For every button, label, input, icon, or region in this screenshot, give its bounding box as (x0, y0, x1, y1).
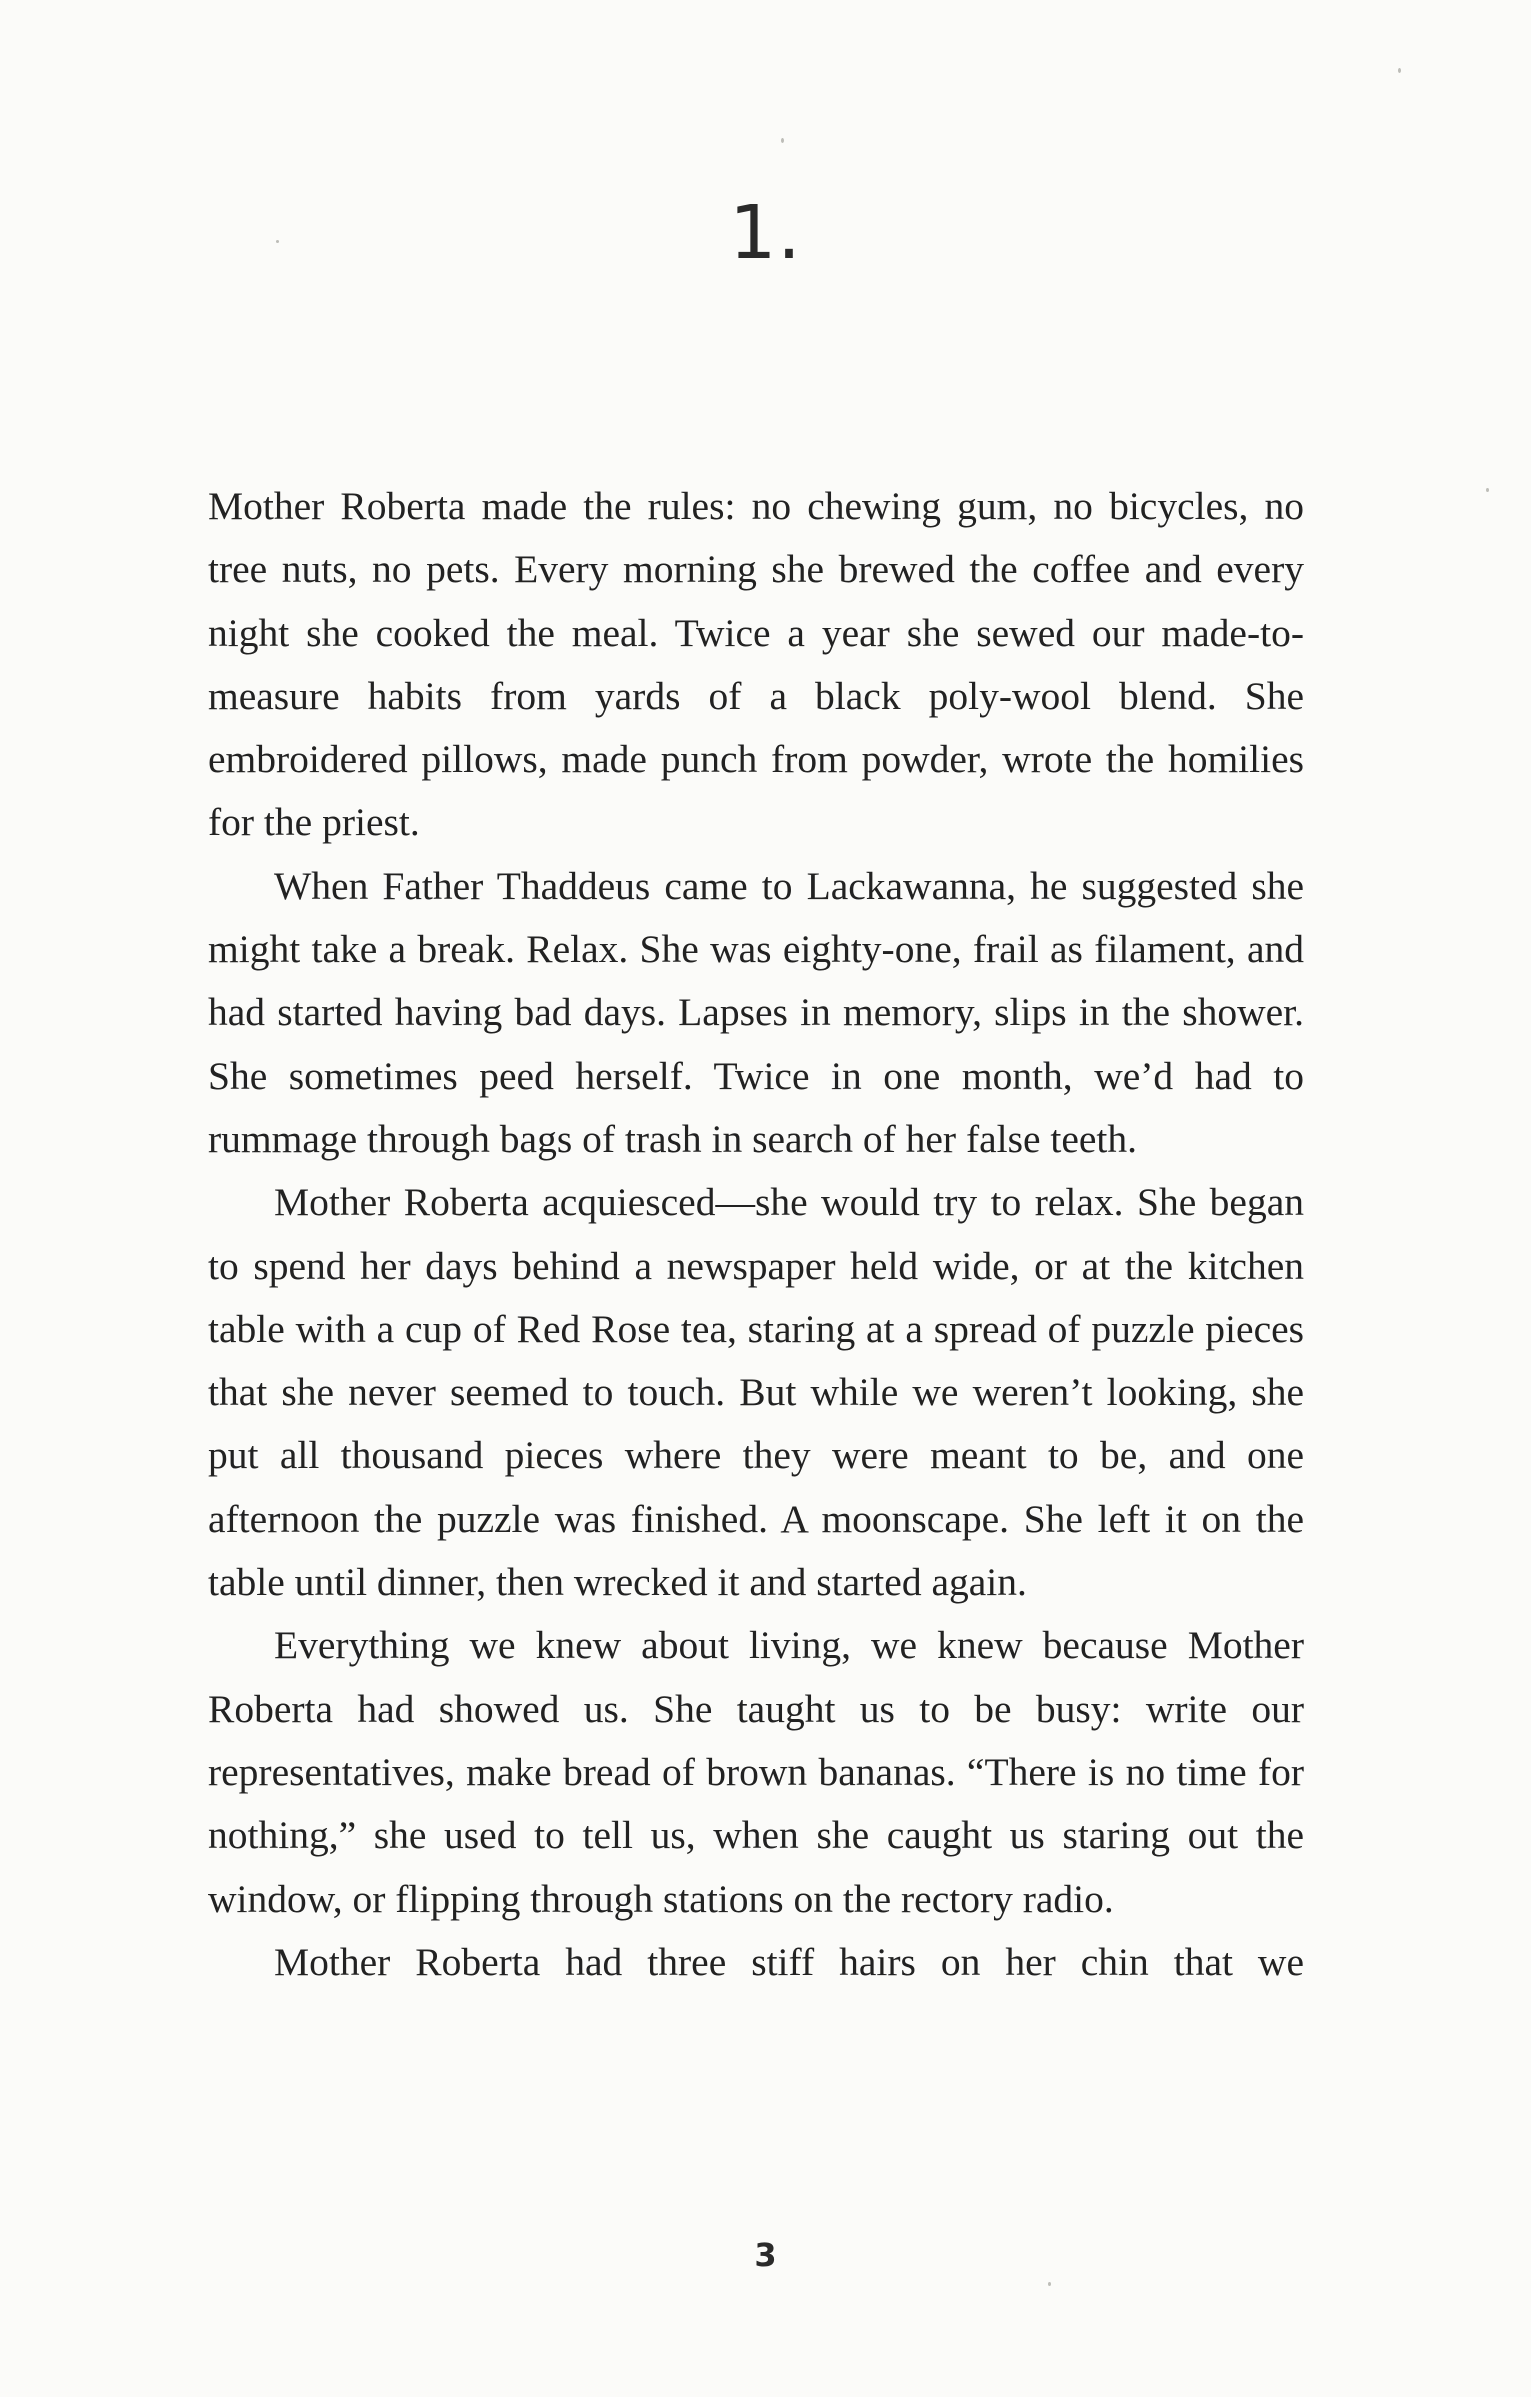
paragraph: Mother Roberta made the rules: no chewing gum, no bicycles, no tree nuts, no pets. Every morning she brewed the coffee and every night she cooked the meal. Twice a year she sewed our made-to-measure habits from yards of a black poly-wool blend. She embroidered pillows, made punch from powder, wrote the homilies for the priest. (208, 484, 1304, 845)
scan-speck (1398, 68, 1401, 73)
scan-speck (781, 138, 784, 143)
scan-speck (1486, 488, 1489, 492)
paragraph: Everything we knew about living, we knew because Mother Roberta had showed us. She taught us to be busy: write our representatives, make bread of brown bananas. “There is no time for nothing,” she used to tell us, when she caught us staring out the window, or flipping through stations on the rectory radio. (208, 1623, 1304, 1921)
paragraph: Mother Roberta acquiesced—she would try to relax. She began to spend her days behind a newspaper held wide, or at the kitchen table with a cup of Red Rose tea, staring at a spread of puzzle pieces that she never seemed to touch. But while we weren’t looking, she put all thousand pieces where they were meant to be, and one afternoon the puzzle was finished. A moonscape. She left it on the table until dinner, then wrecked it and started again. (208, 1180, 1304, 1605)
chapter-body (208, 475, 1304, 1994)
paragraph: Mother Roberta had three stiff hairs on her chin that we (274, 1939, 1304, 1984)
scan-speck (1048, 2282, 1051, 2286)
paragraph: When Father Thaddeus came to Lackawanna, he suggested she might take a break. Relax. She was eighty-one, frail as filament, and had started having bad days. Lapses in memory, slips in the shower. She sometimes peed herself. Twice in one month, we’d had to rummage through bags of trash in search of her false teeth. (208, 863, 1304, 1161)
page-number: 3 (754, 2236, 777, 2274)
scan-speck (276, 240, 279, 243)
chapter-number: 1. (729, 190, 802, 276)
